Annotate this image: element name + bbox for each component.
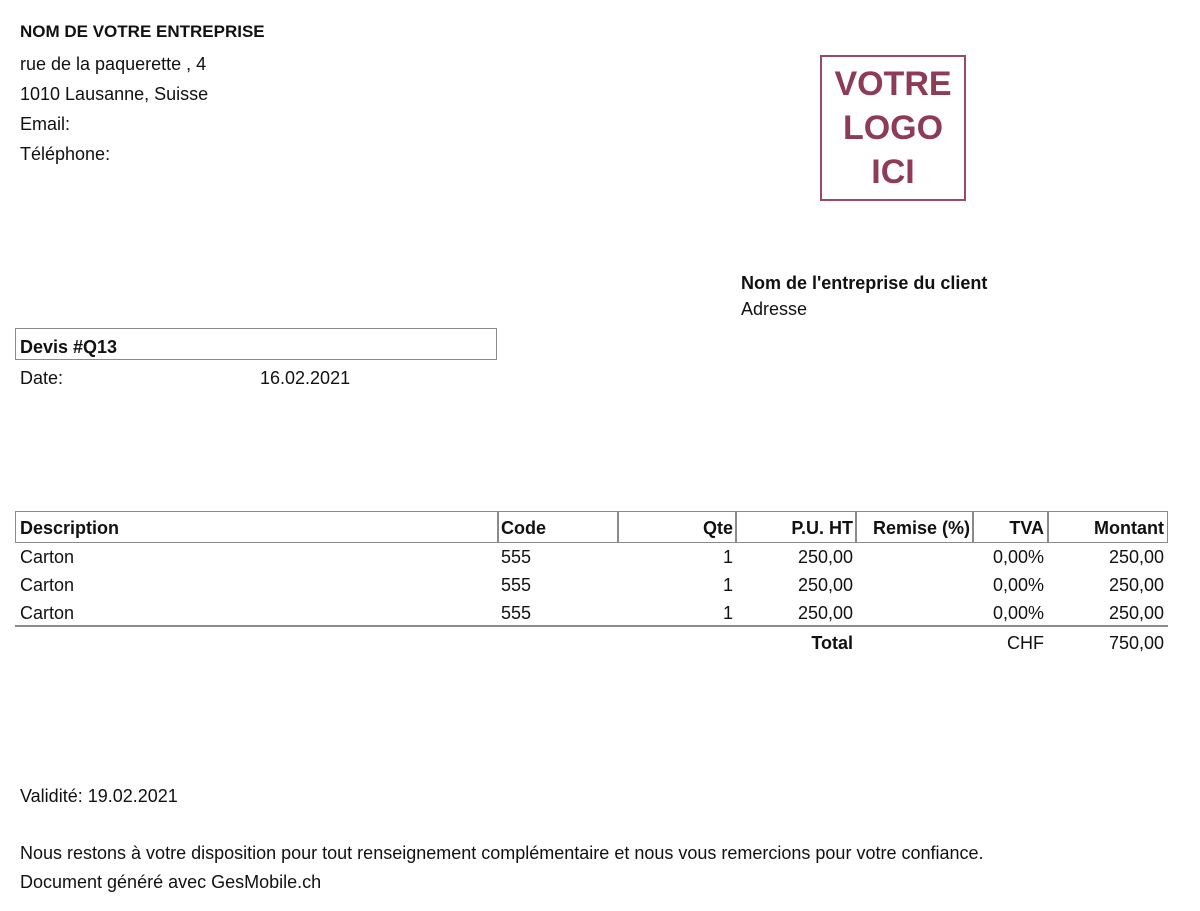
table-header-divider	[1047, 511, 1049, 543]
logo-line-3: ICI	[871, 153, 915, 191]
total-label: Total	[811, 633, 853, 653]
table-header-divider	[617, 511, 619, 543]
row-description: Carton	[20, 603, 75, 623]
date-value: 16.02.2021	[260, 368, 351, 388]
row-vat: 0,00%	[992, 575, 1044, 595]
row-vat: 0,00%	[992, 547, 1044, 567]
validity-date: Validité: 19.02.2021	[20, 786, 178, 806]
col-header-code: Code	[501, 518, 546, 538]
company-phone-label: Téléphone:	[20, 144, 111, 164]
row-code: 555	[501, 575, 532, 595]
row-unit-price: 250,00	[797, 603, 853, 623]
row-qty: 1	[722, 575, 733, 595]
total-currency: CHF	[1007, 633, 1044, 653]
table-header-divider	[497, 511, 499, 543]
table-header-divider	[855, 511, 857, 543]
footer-message: Nous restons à votre disposition pour tout renseignement complémentaire et nous vous remercions pour votre confiance.	[20, 843, 984, 863]
row-vat: 0,00%	[992, 603, 1044, 623]
date-label: Date:	[20, 368, 64, 388]
col-header-description: Description	[20, 518, 120, 538]
row-description: Carton	[20, 575, 75, 595]
row-unit-price: 250,00	[797, 575, 853, 595]
row-description: Carton	[20, 547, 75, 567]
row-amount: 250,00	[1108, 547, 1164, 567]
quote-title: Devis #Q13	[20, 337, 118, 357]
logo-line-1: VOTRE	[834, 65, 952, 103]
col-header-amount: Montant	[1094, 518, 1164, 538]
row-amount: 250,00	[1108, 603, 1164, 623]
total-value: 750,00	[1108, 633, 1164, 653]
row-qty: 1	[722, 603, 733, 623]
row-amount: 250,00	[1108, 575, 1164, 595]
logo-placeholder	[820, 55, 966, 201]
table-bottom-rule	[15, 625, 1168, 627]
company-email-label: Email:	[20, 114, 71, 134]
row-unit-price: 250,00	[797, 547, 853, 567]
client-address: Adresse	[741, 299, 808, 319]
col-header-discount: Remise (%)	[872, 518, 970, 538]
col-header-unit-price: P.U. HT	[791, 518, 853, 538]
footer-generated-by: Document généré avec GesMobile.ch	[20, 872, 322, 892]
logo-line-2: LOGO	[842, 109, 944, 147]
row-code: 555	[501, 547, 532, 567]
company-street: rue de la paquerette , 4	[20, 54, 207, 74]
client-name: Nom de l'entreprise du client	[741, 273, 988, 293]
col-header-vat: TVA	[1009, 518, 1044, 538]
row-qty: 1	[722, 547, 733, 567]
table-header-divider	[735, 511, 737, 543]
company-city: 1010 Lausanne, Suisse	[20, 84, 209, 104]
company-name: NOM DE VOTRE ENTREPRISE	[20, 22, 265, 41]
table-header-divider	[972, 511, 974, 543]
row-code: 555	[501, 603, 532, 623]
col-header-qty: Qte	[702, 518, 733, 538]
